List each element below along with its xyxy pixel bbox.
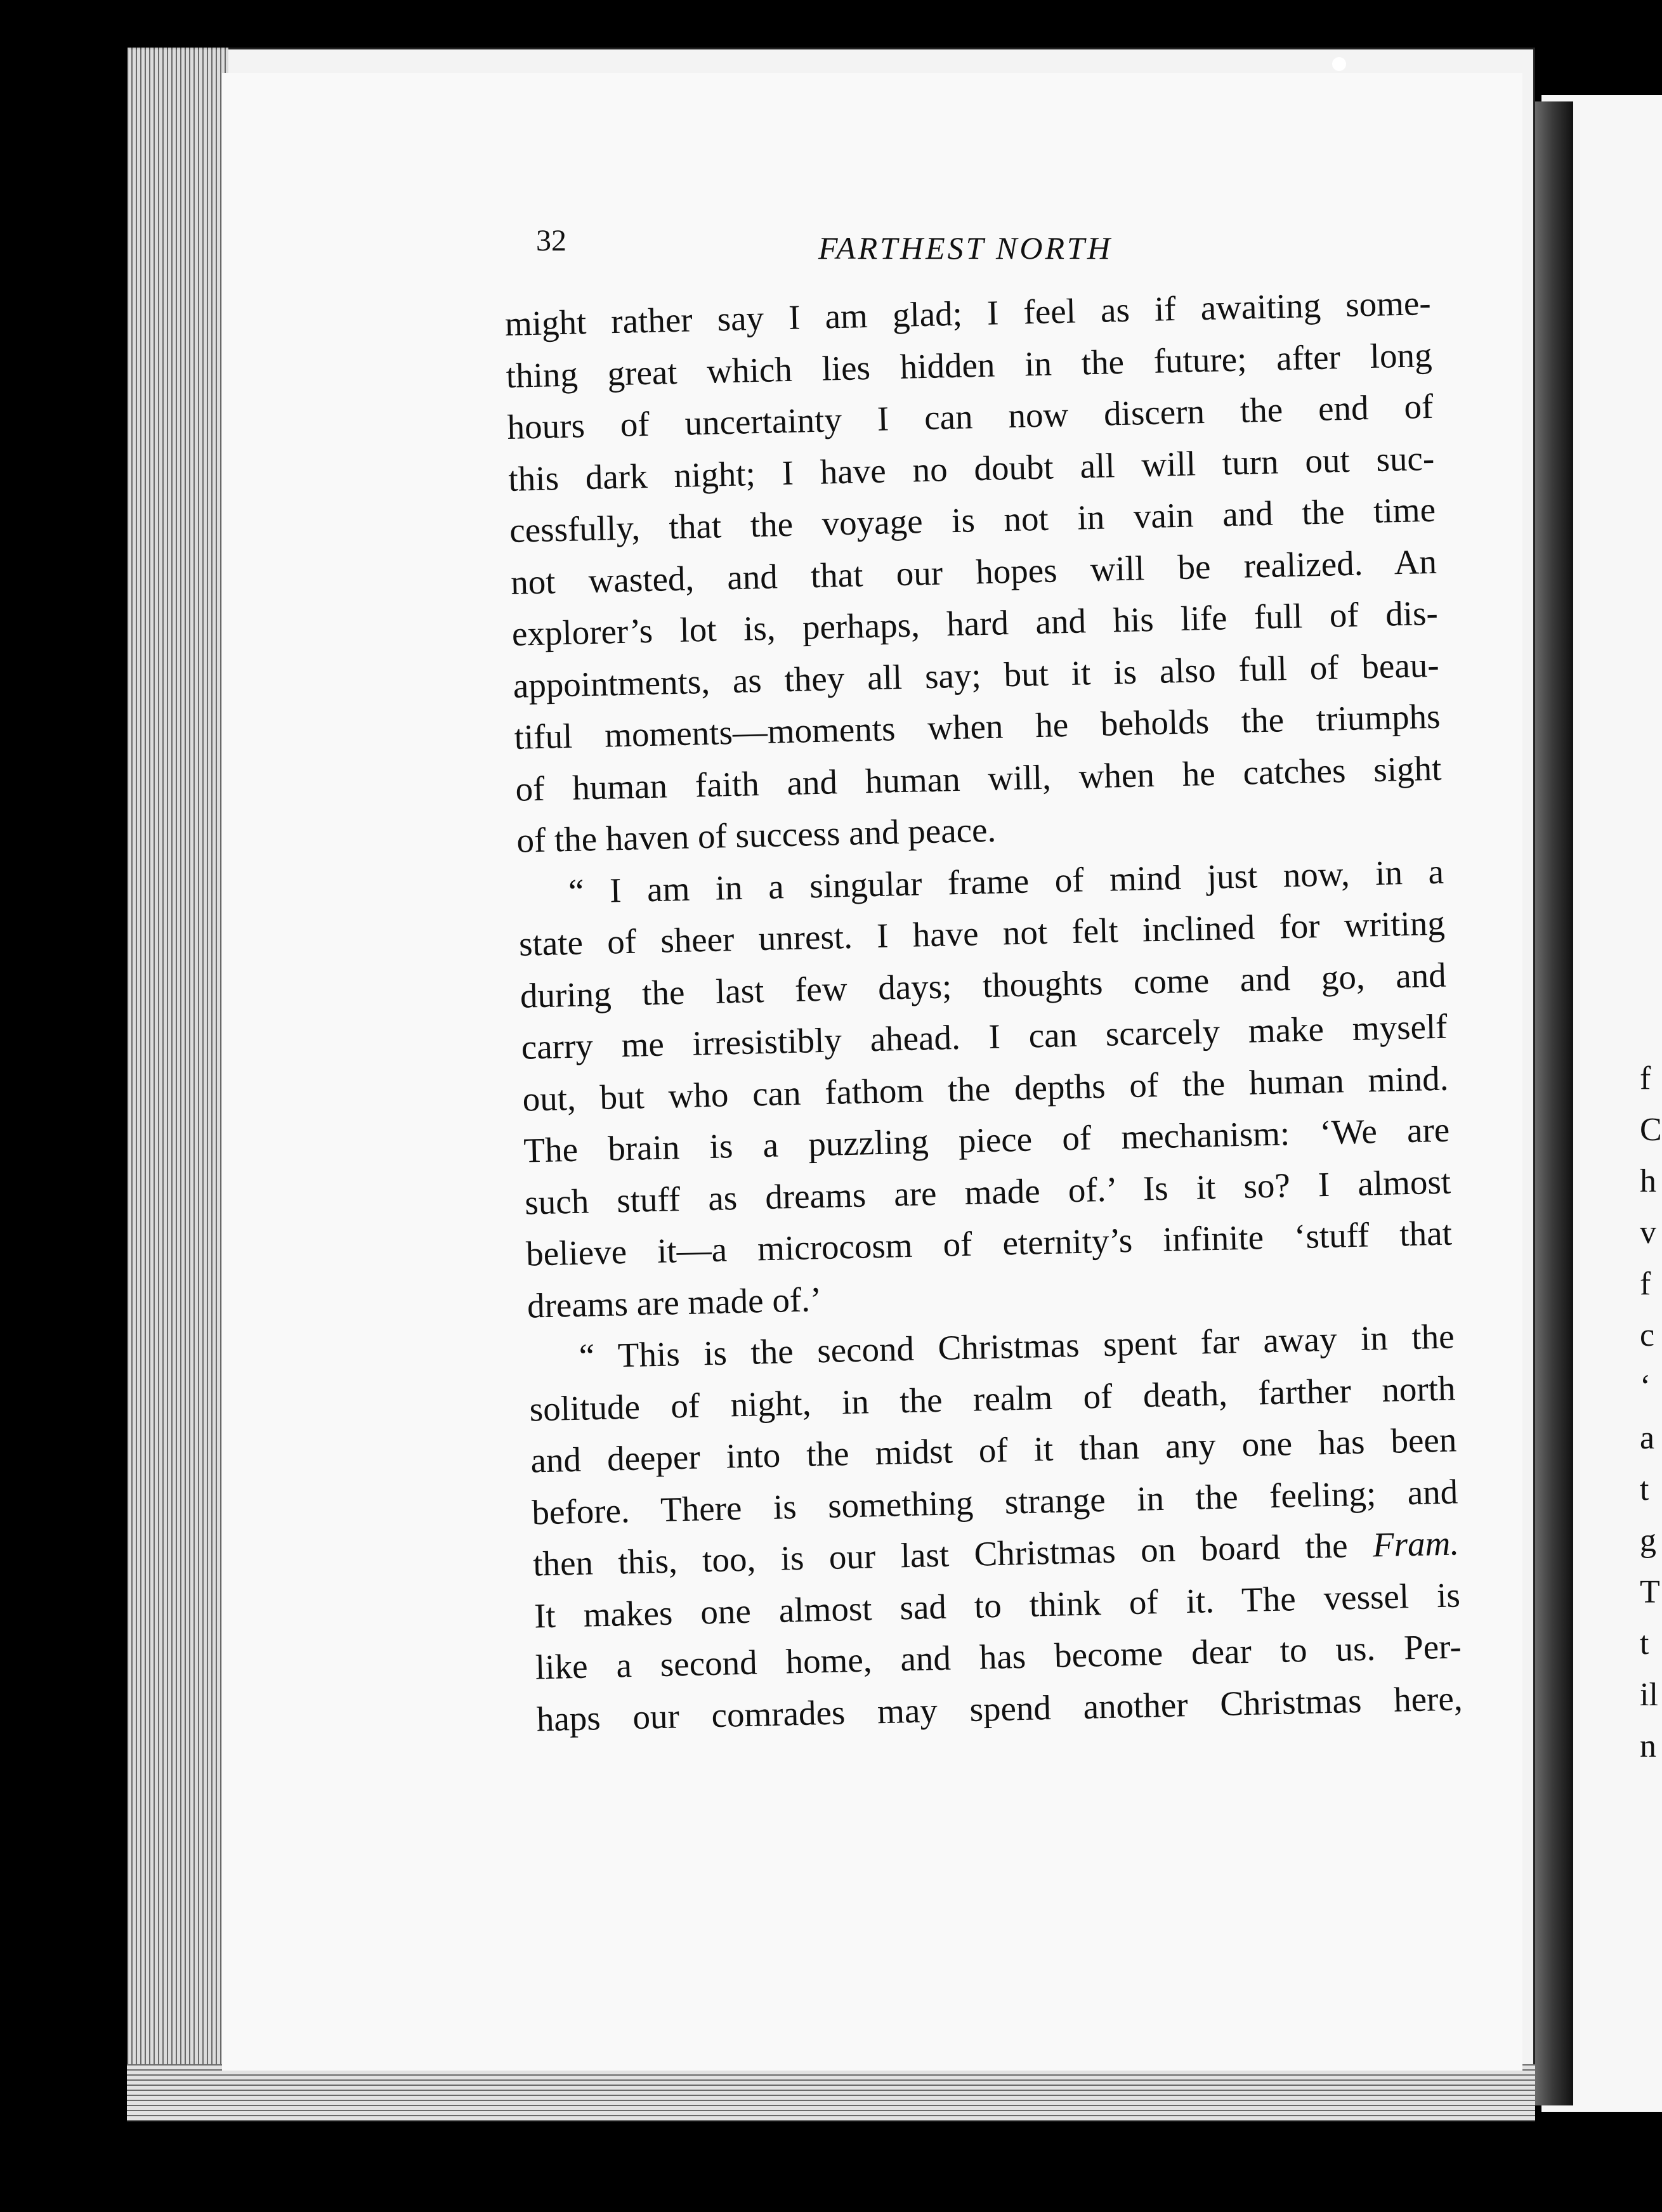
text-line: It makes one almost sad to think of it. The vessel is xyxy=(533,1575,1461,1635)
text-line: like a second home, and has become dear to us. Per- xyxy=(535,1627,1462,1687)
fragment: il xyxy=(1640,1677,1658,1713)
fragment: ‘ xyxy=(1640,1369,1651,1405)
text-line: and deeper into the midst of it than any one has been xyxy=(530,1420,1457,1480)
fragment: a xyxy=(1640,1420,1655,1456)
paragraph-1 xyxy=(504,277,1443,866)
text-line: during the last few days; thoughts come and go, and xyxy=(520,955,1447,1015)
fragment: T xyxy=(1640,1574,1660,1610)
text-line: “ This is the second Christmas spent far away in the xyxy=(579,1317,1455,1376)
fragment: f xyxy=(1640,1266,1651,1302)
text-line: solitude of night, in the realm of death, farther north xyxy=(529,1368,1456,1429)
paper-speck xyxy=(1332,57,1346,71)
text-line: of the haven of success and peace. xyxy=(516,810,997,860)
page-edges-left xyxy=(127,48,228,2121)
page-edges-bottom xyxy=(127,2064,1535,2121)
text-line: explorer’s lot is, perhaps, hard and his life full of dis- xyxy=(511,593,1439,653)
running-head: FARTHEST NORTH xyxy=(818,230,1113,266)
text-line: hours of uncertainty I can now discern the end of xyxy=(506,386,1434,446)
fragment: h xyxy=(1640,1163,1656,1199)
facing-page-text-fragments xyxy=(1640,1053,1662,1772)
fragment: t xyxy=(1640,1471,1649,1507)
ship-name-italic: Fram. xyxy=(1372,1523,1460,1565)
text-line: state of sheer unrest. I have not felt inclined for writing xyxy=(518,903,1446,963)
text-line: “ I am in a singular frame of mind just now, in a xyxy=(568,852,1444,911)
text-line: thing great which lies hidden in the future; after long xyxy=(506,335,1433,395)
body-text xyxy=(504,277,1463,1745)
paragraph-3 xyxy=(528,1310,1463,1745)
text-line: haps our comrades may spend another Christmas here, xyxy=(536,1678,1463,1738)
fragment: v xyxy=(1640,1214,1656,1251)
text-line: cessfully, that the voyage is not in vain and the time xyxy=(509,490,1436,550)
text-line: not wasted, and that our hopes will be realized. An xyxy=(510,542,1437,602)
text-line: The brain is a puzzling piece of mechanism: ‘We are xyxy=(523,1110,1450,1170)
text-line: before. There is something strange in the feeling; and xyxy=(531,1471,1458,1532)
text-line: out, but who can fathom the depths of the human mind. xyxy=(521,1058,1449,1119)
text-line: such stuff as dreams are made of.’ Is it so? I almost xyxy=(524,1162,1451,1222)
paragraph-2 xyxy=(517,845,1453,1331)
text-line: dreams are made of.’ xyxy=(527,1279,822,1325)
text-line: appointments, as they all say; but it is also full of beau- xyxy=(513,645,1440,705)
fragment: n xyxy=(1640,1728,1656,1764)
text-segment: then this, too, is our last Christmas on board the xyxy=(532,1526,1349,1584)
fragment: g xyxy=(1640,1523,1656,1559)
text-line: carry me irresistibly ahead. I can scarcely make myself xyxy=(521,1006,1448,1067)
text-line: of human faith and human will, when he catches sight xyxy=(514,748,1442,809)
text-line: tiful moments—moments when he beholds the triumphs xyxy=(514,696,1441,757)
text-line: might rather say I am glad; I feel as if awaiting some- xyxy=(504,283,1432,343)
fragment: C xyxy=(1640,1112,1662,1148)
fragment: c xyxy=(1640,1317,1655,1353)
page-number: 32 xyxy=(536,224,566,257)
text-line: this dark night; I have no doubt all will turn out suc- xyxy=(507,438,1435,498)
text-line: believe it—a microcosm of eternity’s infinite ‘stuff that xyxy=(525,1213,1453,1273)
fragment: f xyxy=(1640,1060,1651,1096)
fragment: t xyxy=(1640,1625,1649,1662)
